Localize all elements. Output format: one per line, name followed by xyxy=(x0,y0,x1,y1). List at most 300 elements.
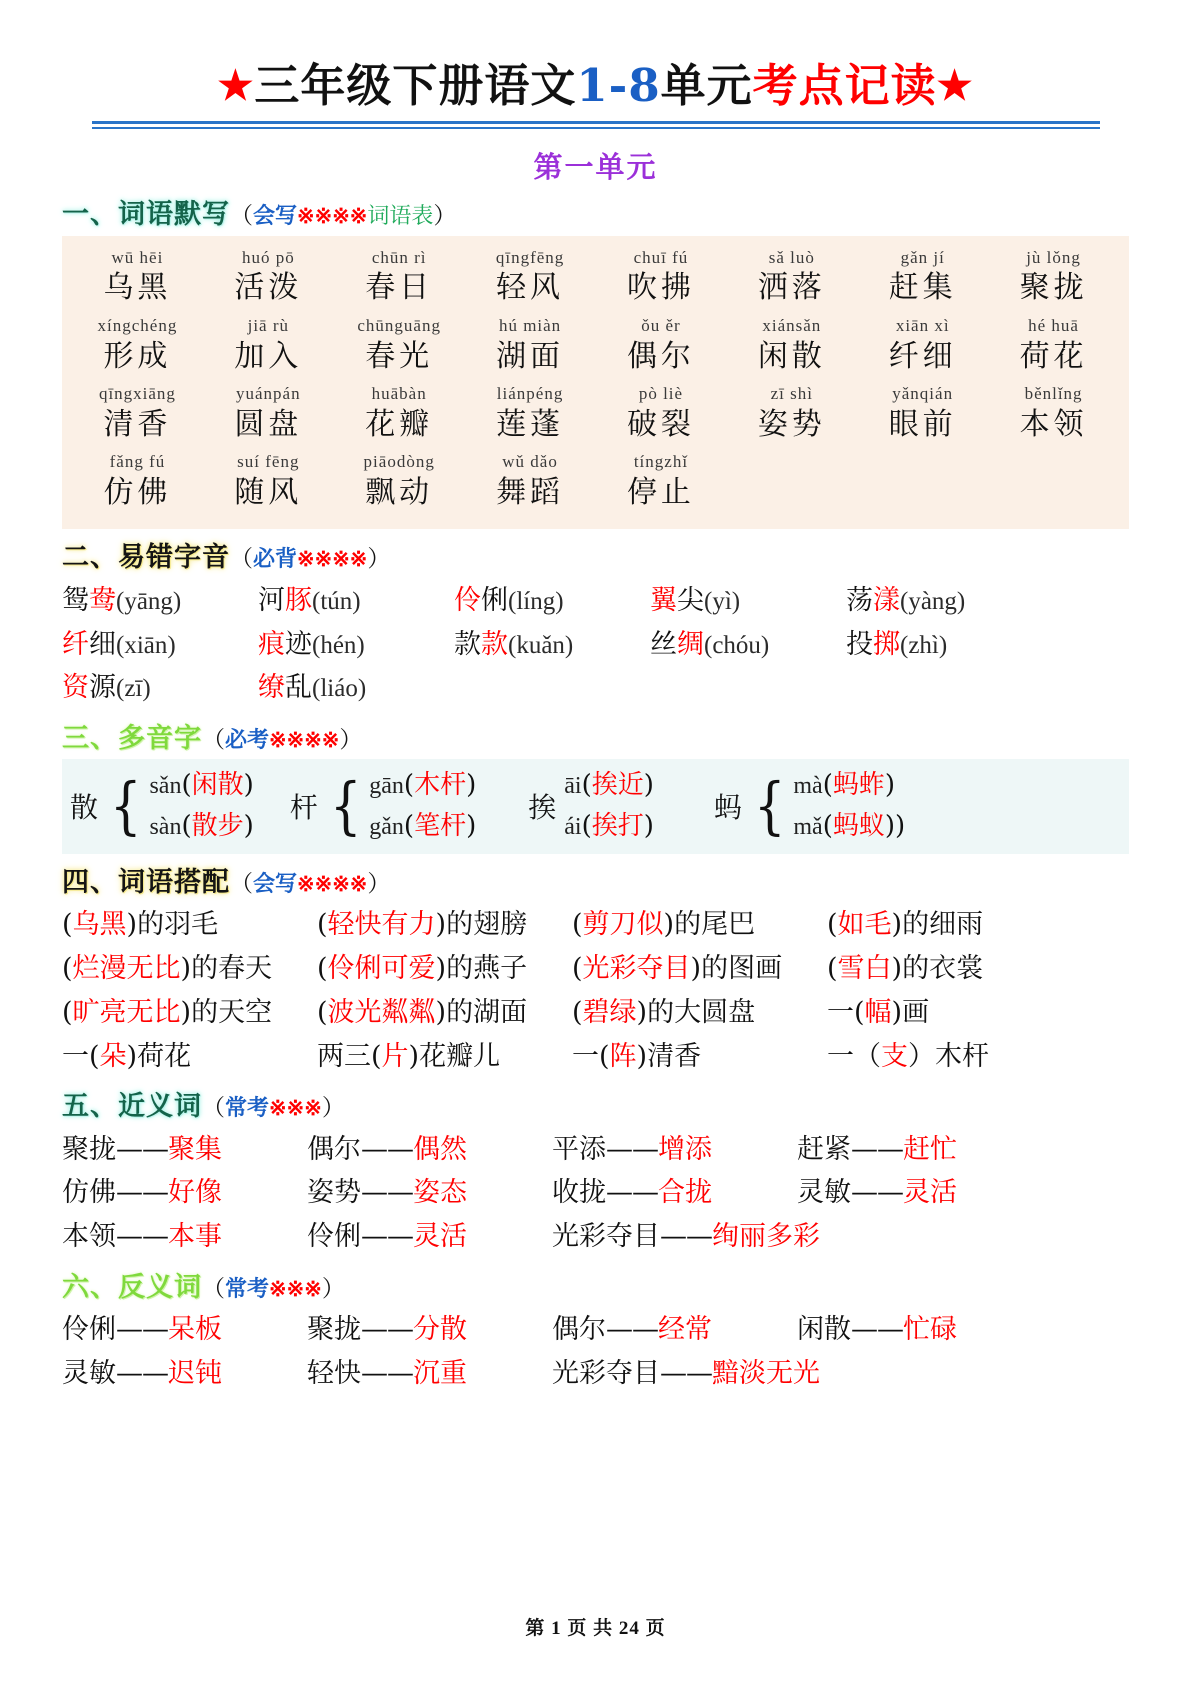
dapei-red: 伶俐可爱 xyxy=(327,953,436,985)
word-cell xyxy=(857,313,988,381)
jinyici-left: 仿佛 xyxy=(62,1177,116,1209)
dapei-pre: ( xyxy=(62,909,73,941)
word-cell xyxy=(596,381,727,449)
dapei-post: )画 xyxy=(891,996,930,1028)
yicuo-red: 漾 xyxy=(873,584,900,616)
duoyin-pinyin: sǎn xyxy=(149,773,182,800)
duoyin-readings xyxy=(369,765,476,846)
word-cell xyxy=(596,313,727,381)
yicuo-pinyin: (yāng) xyxy=(116,587,182,615)
jinyici-item xyxy=(62,1171,307,1215)
jinyici-right: 灵活 xyxy=(413,1221,467,1253)
fanyici-list xyxy=(62,1308,1129,1395)
list-row xyxy=(62,903,1129,947)
section-6-name: 反义词 xyxy=(118,1271,202,1303)
section-6-note-stars: ※※※ xyxy=(269,1275,322,1301)
page-footer xyxy=(0,1613,1191,1640)
yicuo-item xyxy=(62,579,258,623)
section-6-note-open: （ xyxy=(202,1275,225,1302)
jinyici-left: 伶俐 xyxy=(307,1221,361,1253)
word-cell xyxy=(72,449,203,517)
section-4-note-stars: ※※※※ xyxy=(297,870,368,896)
word-pinyin: hé huā xyxy=(1028,315,1079,335)
dapei-pre: 一( xyxy=(572,1040,610,1072)
dapei-red: 烂漫无比 xyxy=(72,953,181,985)
jinyici-item xyxy=(307,1171,552,1215)
section-5-name: 近义词 xyxy=(118,1091,202,1123)
paren-close: ) xyxy=(643,770,654,801)
dapei-post: )的图画 xyxy=(690,953,783,985)
word-pinyin: wǔ dǎo xyxy=(502,452,558,472)
yicuo-red: 翼 xyxy=(650,584,677,616)
word-hanzi: 停止 xyxy=(626,474,695,510)
yicuo-black-post: 尖 xyxy=(677,584,704,616)
word-cell xyxy=(203,313,334,381)
fanyici-item xyxy=(552,1352,820,1396)
word-pinyin: chūn rì xyxy=(371,247,427,267)
fanyici-item xyxy=(307,1352,552,1396)
section-4-note-blue: 会写 xyxy=(253,870,298,897)
page-title xyxy=(62,58,1129,114)
section-3-index: 三、 xyxy=(62,722,118,754)
word-cell xyxy=(203,245,334,313)
list-row xyxy=(62,1035,1129,1079)
paren-open: ( xyxy=(181,810,192,841)
brace-icon: { xyxy=(109,769,142,843)
word-pinyin: hú miàn xyxy=(498,315,562,335)
dapei-red: 雪白 xyxy=(837,953,892,985)
unit-title: 第一单元 xyxy=(533,150,658,185)
word-cell xyxy=(596,449,727,517)
word-hanzi: 赶集 xyxy=(888,270,957,306)
jinyici-right: 合拢 xyxy=(658,1177,712,1209)
fanyici-left: 伶俐 xyxy=(62,1314,116,1346)
dapei-item xyxy=(827,947,983,991)
dapei-pre: ( xyxy=(62,953,73,985)
word-cell xyxy=(988,245,1119,313)
word-pinyin: jù lǒng xyxy=(1026,247,1081,267)
section-1-note-open: （ xyxy=(230,203,253,230)
paren-open: ( xyxy=(181,770,192,801)
word-pinyin: sǎ luò xyxy=(768,247,815,267)
dapei-item xyxy=(62,903,317,947)
fanyici-left: 偶尔 xyxy=(552,1314,606,1346)
dapei-item xyxy=(827,903,983,947)
duoyin-readings xyxy=(793,765,905,846)
dapei-red: 如毛 xyxy=(837,909,892,941)
jinyici-item xyxy=(797,1128,957,1172)
jinyici-item xyxy=(552,1215,820,1259)
fanyici-dash: —— xyxy=(116,1358,168,1390)
dapei-post: )荷花 xyxy=(126,1040,192,1072)
paren-open: ( xyxy=(403,810,415,841)
word-hanzi: 本领 xyxy=(1019,406,1088,442)
word-pinyin: xiān xì xyxy=(895,315,950,335)
dapei-red: 阵 xyxy=(609,1040,637,1072)
word-pinyin: gǎn jí xyxy=(900,247,945,267)
dapei-post: )的燕子 xyxy=(435,953,528,985)
word-hanzi: 春光 xyxy=(365,338,434,374)
word-hanzi: 聚拢 xyxy=(1019,270,1088,306)
dapei-post: )的大圆盘 xyxy=(636,996,756,1028)
dapei-red: 波光粼粼 xyxy=(327,996,436,1028)
section-4-note-close: ） xyxy=(367,870,391,897)
yicuo-item xyxy=(454,623,650,667)
duoyin-reading xyxy=(369,806,476,846)
fanyici-dash: —— xyxy=(361,1314,413,1346)
word-cell xyxy=(334,449,465,517)
dapei-pre: ( xyxy=(572,909,583,941)
dapei-item xyxy=(572,991,827,1035)
word-pinyin: chuī fú xyxy=(633,247,689,267)
duoyin-example: 散步 xyxy=(191,810,244,841)
yicuo-item xyxy=(62,666,258,710)
fanyici-item xyxy=(62,1352,307,1396)
list-row xyxy=(62,579,1129,623)
word-cell xyxy=(465,245,596,313)
dapei-red: 旷亮无比 xyxy=(72,996,181,1028)
section-6-note-blue: 常考 xyxy=(225,1275,270,1302)
duoyin-group xyxy=(290,765,476,846)
fanyici-left: 聚拢 xyxy=(307,1314,361,1346)
word-cell xyxy=(334,381,465,449)
word-cell xyxy=(988,381,1119,449)
word-cell xyxy=(334,313,465,381)
duoyin-pinyin: mà xyxy=(793,773,823,800)
section-4-note-open: （ xyxy=(230,870,253,897)
word-hanzi: 清香 xyxy=(103,406,172,442)
duoyin-reading xyxy=(149,806,253,846)
word-cell xyxy=(72,245,203,313)
word-pinyin: tíngzhǐ xyxy=(633,452,689,472)
yicuo-red: 资 xyxy=(62,672,89,704)
yicuo-item xyxy=(258,579,454,623)
jinyici-right: 聚集 xyxy=(168,1133,222,1165)
table-row xyxy=(72,313,1119,381)
dapei-list xyxy=(62,903,1129,1078)
dapei-item xyxy=(827,1035,989,1079)
title-divider xyxy=(92,121,1100,129)
yicuo-black-post: 细 xyxy=(89,628,116,660)
duoyin-char: 杆 xyxy=(289,790,318,824)
fanyici-left: 灵敏 xyxy=(62,1358,116,1390)
yicuo-red: 鸯 xyxy=(89,584,116,616)
fanyici-dash: —— xyxy=(361,1358,413,1390)
yicuo-black-pre: 款 xyxy=(454,628,481,660)
dapei-item xyxy=(827,991,929,1035)
title-part-unit: 单元 xyxy=(660,59,753,112)
section-heading-3 xyxy=(62,723,1129,755)
word-pinyin: fǎng fú xyxy=(109,452,166,472)
jinyici-dash: —— xyxy=(606,1133,658,1165)
duoyin-char: 蚂 xyxy=(713,790,742,824)
list-row xyxy=(62,991,1129,1035)
word-hanzi: 眼前 xyxy=(888,406,957,442)
word-hanzi: 轻风 xyxy=(496,270,565,306)
duoyin-reading xyxy=(564,765,654,805)
section-2-note-stars: ※※※※ xyxy=(297,546,368,572)
title-part-range: 1-8 xyxy=(576,59,661,112)
footer-suffix: 页 xyxy=(645,1618,666,1639)
yicuo-pinyin: (líng) xyxy=(508,587,564,615)
fanyici-right: 呆板 xyxy=(168,1314,222,1346)
jinyici-left: 赶紧 xyxy=(797,1133,851,1165)
table-row xyxy=(72,449,1119,517)
dapei-pre: ( xyxy=(317,909,328,941)
section-1-note-stars: ※※※※ xyxy=(297,203,368,229)
brace-icon: { xyxy=(753,769,786,843)
yicuo-pinyin: (tún) xyxy=(312,587,361,615)
title-part-focus: 考点记读 xyxy=(752,59,937,112)
duoyin-reading xyxy=(369,765,476,805)
duoyinzi-box xyxy=(62,759,1129,854)
fanyici-right: 黯淡无光 xyxy=(712,1358,820,1390)
word-cell xyxy=(857,381,988,449)
jinyici-left: 偶尔 xyxy=(307,1133,361,1165)
section-2-note-blue: 必背 xyxy=(253,546,298,573)
yicuo-item xyxy=(650,579,846,623)
list-row xyxy=(62,1128,1129,1172)
title-block xyxy=(62,0,1129,186)
jinyici-right: 灵活 xyxy=(903,1177,957,1209)
dapei-post: )花瓣儿 xyxy=(408,1040,501,1072)
duoyin-example: 闲散 xyxy=(191,770,244,801)
fanyici-dash: —— xyxy=(851,1314,903,1346)
dapei-pre: 一（ xyxy=(827,1040,881,1072)
word-hanzi: 春日 xyxy=(365,270,434,306)
word-cell xyxy=(72,313,203,381)
yicuo-red: 豚 xyxy=(285,584,312,616)
yicuo-black-post: 俐 xyxy=(481,584,508,616)
footer-page-number: 1 xyxy=(551,1618,562,1639)
fanyici-right: 分散 xyxy=(413,1314,467,1346)
duoyin-example: 蚂蚁 xyxy=(832,810,885,841)
word-hanzi: 飘动 xyxy=(365,474,434,510)
jinyici-right: 好像 xyxy=(168,1177,222,1209)
word-pinyin: chūnguāng xyxy=(357,315,441,335)
dapei-item xyxy=(572,1035,827,1079)
jinyici-item xyxy=(62,1215,307,1259)
dapei-red: 朵 xyxy=(99,1040,127,1072)
word-pinyin: zī shì xyxy=(770,384,813,404)
jinyici-right: 姿态 xyxy=(413,1177,467,1209)
word-cell xyxy=(857,245,988,313)
section-heading-5 xyxy=(62,1091,1129,1123)
paren-close: ) xyxy=(643,810,654,841)
yicuo-item xyxy=(62,623,258,667)
jinyici-item xyxy=(62,1128,307,1172)
duoyin-pinyin: gān xyxy=(369,773,404,800)
dapei-pre: 一( xyxy=(62,1040,100,1072)
yicuo-pinyin: (liáo) xyxy=(312,675,367,703)
jinyici-dash: —— xyxy=(361,1221,413,1253)
dapei-red: 轻快有力 xyxy=(327,909,436,941)
jinyici-left: 平添 xyxy=(552,1133,606,1165)
word-cell xyxy=(726,313,857,381)
section-5-note-close: ） xyxy=(321,1095,345,1122)
word-hanzi: 圆盘 xyxy=(234,406,303,442)
dapei-red: 碧绿 xyxy=(582,996,637,1028)
word-pinyin: suí fēng xyxy=(237,452,300,472)
duoyin-example: 挨打 xyxy=(591,810,644,841)
jinyici-right: 赶忙 xyxy=(903,1133,957,1165)
dapei-post: )清香 xyxy=(636,1040,702,1072)
fanyici-item xyxy=(307,1308,552,1352)
jinyici-dash: —— xyxy=(851,1177,903,1209)
section-2-note-open: （ xyxy=(230,546,253,573)
dapei-red: 乌黑 xyxy=(72,909,127,941)
jinyici-right: 增添 xyxy=(658,1133,712,1165)
list-row xyxy=(62,1171,1129,1215)
jinyici-item xyxy=(552,1128,797,1172)
section-2-name: 易错字音 xyxy=(118,542,230,574)
dapei-pre: ( xyxy=(317,953,328,985)
jinyici-right: 本事 xyxy=(168,1221,222,1253)
paren-open: ( xyxy=(822,810,833,841)
jinyici-dash: —— xyxy=(116,1221,168,1253)
dapei-red: 幅 xyxy=(864,996,892,1028)
section-6-index: 六、 xyxy=(62,1271,118,1303)
word-pinyin: qīngfēng xyxy=(495,247,565,267)
fanyici-right: 经常 xyxy=(658,1314,712,1346)
section-3-note-blue: 必考 xyxy=(225,726,270,753)
dapei-red: 片 xyxy=(381,1040,409,1072)
section-3-note-stars: ※※※※ xyxy=(269,726,340,752)
yicuo-red: 缭 xyxy=(258,672,285,704)
duoyin-reading xyxy=(793,806,905,846)
section-heading-1 xyxy=(62,199,1129,231)
fanyici-item xyxy=(552,1308,797,1352)
paren-close: ) xyxy=(466,810,477,841)
yicuo-item xyxy=(258,623,454,667)
section-4-index: 四、 xyxy=(62,866,118,898)
yicuo-red: 掷 xyxy=(873,628,900,660)
fanyici-item xyxy=(797,1308,957,1352)
dapei-red: 光彩夺目 xyxy=(582,953,691,985)
section-5-note-stars: ※※※ xyxy=(269,1095,322,1121)
word-hanzi: 莲蓬 xyxy=(496,406,565,442)
brace-icon: { xyxy=(329,769,362,843)
jinyici-left: 收拢 xyxy=(552,1177,606,1209)
footer-total-pages: 24 xyxy=(618,1618,640,1639)
jinyici-list xyxy=(62,1128,1129,1259)
word-hanzi: 湖面 xyxy=(496,338,565,374)
duoyin-pinyin: mǎ xyxy=(793,813,823,840)
yicuo-pinyin: (zhì) xyxy=(900,631,948,659)
fanyici-dash: —— xyxy=(606,1314,658,1346)
word-cell xyxy=(203,449,334,517)
word-cell xyxy=(988,313,1119,381)
yicuo-red: 伶 xyxy=(454,584,481,616)
duoyin-pinyin: ái xyxy=(564,813,582,840)
word-hanzi: 花瓣 xyxy=(365,406,434,442)
section-5-note-open: （ xyxy=(202,1095,225,1122)
duoyin-pinyin: sàn xyxy=(149,813,182,840)
word-dictation-table xyxy=(62,236,1129,530)
section-5-index: 五、 xyxy=(62,1091,118,1123)
word-pinyin: pò liè xyxy=(638,384,684,404)
section-3-note-open: （ xyxy=(202,726,225,753)
jinyici-left: 灵敏 xyxy=(797,1177,851,1209)
paren-open: ( xyxy=(822,770,833,801)
star-left-icon: ★ xyxy=(217,62,255,109)
paren-open: ( xyxy=(403,770,415,801)
star-right-icon: ★ xyxy=(936,62,974,109)
list-row xyxy=(62,1352,1129,1396)
jinyici-dash: —— xyxy=(660,1221,712,1253)
dapei-item xyxy=(572,947,827,991)
dapei-pre: ( xyxy=(827,909,838,941)
word-pinyin: yǎnqián xyxy=(892,384,954,404)
word-pinyin: jiā rù xyxy=(247,315,290,335)
dapei-pre: ( xyxy=(62,996,73,1028)
yicuo-pinyin: (yì) xyxy=(704,587,741,615)
yicuo-black-pre: 投 xyxy=(846,628,873,660)
word-cell xyxy=(726,381,857,449)
yicuo-item xyxy=(258,666,366,710)
section-3-name: 多音字 xyxy=(118,722,202,754)
paren-close: ) xyxy=(884,770,896,801)
dapei-post: )的翅膀 xyxy=(435,909,528,941)
word-pinyin: xíngchéng xyxy=(97,315,178,335)
word-cell xyxy=(726,245,857,313)
jinyici-dash: —— xyxy=(361,1177,413,1209)
jinyici-left: 光彩夺目 xyxy=(552,1221,660,1253)
yicuo-list xyxy=(62,579,1129,710)
word-hanzi: 荷花 xyxy=(1019,338,1088,374)
fanyici-right: 迟钝 xyxy=(168,1358,222,1390)
jinyici-right: 偶然 xyxy=(413,1133,467,1165)
yicuo-red: 绸 xyxy=(677,628,704,660)
jinyici-item xyxy=(307,1215,552,1259)
jinyici-dash: —— xyxy=(361,1133,413,1165)
word-pinyin: piāodòng xyxy=(363,452,435,472)
word-hanzi: 纤细 xyxy=(888,338,957,374)
section-1-index: 一、 xyxy=(62,199,118,231)
yicuo-black-post: 乱 xyxy=(285,672,312,704)
dapei-item xyxy=(317,903,572,947)
word-cell xyxy=(596,245,727,313)
word-hanzi: 舞蹈 xyxy=(496,474,565,510)
word-hanzi: 随风 xyxy=(234,474,303,510)
yicuo-pinyin: (xiān) xyxy=(116,631,176,659)
dapei-pre: ( xyxy=(572,996,583,1028)
yicuo-pinyin: (kuǎn) xyxy=(508,631,574,659)
jinyici-dash: —— xyxy=(851,1133,903,1165)
fanyici-dash: —— xyxy=(660,1358,712,1390)
dapei-item xyxy=(317,1035,572,1079)
jinyici-left: 姿势 xyxy=(307,1177,361,1209)
word-pinyin: běnlǐng xyxy=(1024,384,1083,404)
section-6-note-close: ） xyxy=(321,1275,345,1302)
dapei-pre: 一( xyxy=(827,996,865,1028)
word-hanzi: 加入 xyxy=(234,338,303,374)
yicuo-pinyin: (zī) xyxy=(116,675,151,703)
duoyin-example: 木杆 xyxy=(414,770,467,801)
title-part-subject: 三年级下册语文 xyxy=(254,59,577,112)
jinyici-item xyxy=(307,1128,552,1172)
duoyin-pinyin: āi xyxy=(564,773,582,800)
yicuo-pinyin: (chóu) xyxy=(704,631,770,659)
duoyin-example: 蚂蚱 xyxy=(832,770,885,801)
fanyici-dash: —— xyxy=(116,1314,168,1346)
dapei-item xyxy=(62,991,317,1035)
duoyin-readings xyxy=(149,765,253,846)
word-pinyin: liánpéng xyxy=(496,384,564,404)
word-cell xyxy=(465,449,596,517)
paren-close: ) xyxy=(466,770,477,801)
duoyin-reading xyxy=(793,765,905,805)
